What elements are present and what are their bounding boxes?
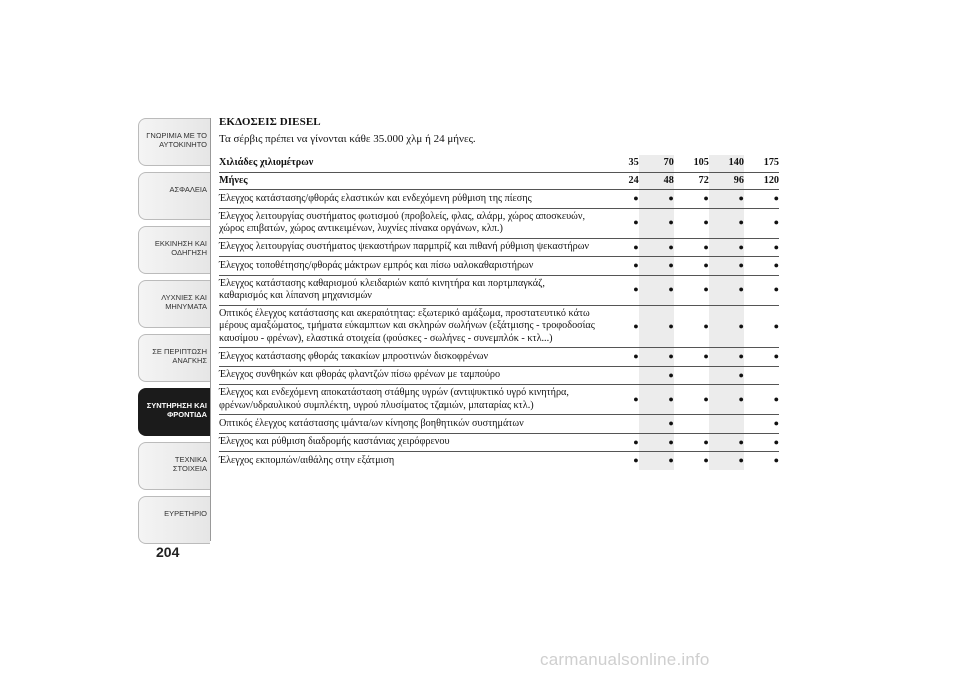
interval-cell (639, 433, 674, 452)
check-mark: ● (703, 351, 709, 361)
months-value: 96 (709, 172, 744, 190)
check-mark: ● (703, 284, 709, 295)
check-mark: ● (773, 436, 779, 447)
interval-cell (744, 208, 779, 238)
check-description: Έλεγχος κατάστασης/φθοράς ελαστικών και ενδεχόμενη ρύθμιση της πίεσης (219, 190, 604, 209)
check-description: Έλεγχος λειτουργίας συστήματος ψεκαστήρων παρμπρίζ και πιθανή ρύθμιση ψεκαστήρων (219, 238, 604, 257)
chapter-tab[interactable]: ΑΣΦΑΛΕΙΑ (138, 172, 210, 220)
interval-cell (674, 305, 709, 348)
check-mark: ● (633, 351, 639, 361)
interval-cell (639, 208, 674, 238)
check-mark: ● (773, 260, 779, 270)
interval-cell (674, 275, 709, 305)
intro-text: Τα σέρβις πρέπει να γίνονται κάθε 35.000 χλμ ή 24 μήνες. (219, 133, 476, 145)
interval-cell (639, 257, 674, 276)
chapter-tab[interactable]: ΣΕ ΠΕΡΙΠΤΩΣΗ ΑΝΑΓΚΗΣ (138, 334, 210, 382)
interval-cell (604, 433, 639, 452)
check-mark: ● (633, 217, 639, 228)
table-row (219, 190, 779, 209)
chapter-tab[interactable]: ΕΚΚΙΝΗΣΗ ΚΑΙ ΟΔΗΓΗΣΗ (138, 226, 210, 274)
chapter-tab[interactable]: ΛΥΧΝΙΕΣ ΚΑΙ ΜΗΝΥΜΑΤΑ (138, 280, 210, 328)
interval-cell (744, 385, 779, 415)
interval-cell (674, 257, 709, 276)
km-label: Χιλιάδες χιλιομέτρων (219, 157, 314, 168)
check-mark: ● (738, 260, 744, 270)
interval-cell (639, 305, 674, 348)
check-mark: ● (703, 260, 709, 270)
table-row (219, 385, 779, 415)
interval-cell (744, 238, 779, 257)
interval-cell (604, 415, 639, 434)
interval-cell (744, 348, 779, 367)
section-heading: ΕΚΔΟΣΕΙΣ DIESEL (219, 116, 321, 128)
interval-cell (674, 385, 709, 415)
interval-cell (604, 305, 639, 348)
check-mark: ● (738, 369, 744, 380)
table-row (219, 415, 779, 434)
interval-cell (604, 190, 639, 209)
check-mark: ● (703, 455, 709, 465)
km-header-row (219, 155, 779, 172)
check-description: Έλεγχος λειτουργίας συστήματος φωτισμού (προβολείς, φλας, αλάρμ, χώρος αποσκευών, χώρος επιβατών, χώρος αντικειμένων, λυχνίες πίνακα οργάνων, κλπ.) (219, 208, 604, 238)
interval-cell (674, 238, 709, 257)
interval-cell (639, 366, 674, 385)
interval-cell (709, 275, 744, 305)
interval-cell (639, 348, 674, 367)
check-mark: ● (633, 284, 639, 295)
interval-cell (639, 238, 674, 257)
check-mark: ● (668, 260, 674, 270)
table-row (219, 208, 779, 238)
check-mark: ● (668, 193, 674, 203)
check-mark: ● (668, 217, 674, 228)
interval-cell (744, 275, 779, 305)
interval-cell (744, 305, 779, 348)
interval-cell (639, 275, 674, 305)
interval-cell (639, 452, 674, 470)
check-mark: ● (738, 241, 744, 252)
table-row (219, 452, 779, 470)
chapter-tab[interactable]: ΓΝΩΡΙΜΙΑ ΜΕ ΤΟ ΑΥΤΟΚΙΝΗΤΟ (138, 118, 210, 166)
interval-cell (709, 452, 744, 470)
months-header-row (219, 172, 779, 190)
check-mark: ● (668, 241, 674, 252)
check-mark: ● (738, 284, 744, 295)
check-mark: ● (633, 241, 639, 252)
interval-cell (639, 415, 674, 434)
chapter-tab[interactable]: ΤΕΧΝΙΚΑ ΣΤΟΙΧΕΙΑ (138, 442, 210, 490)
interval-cell (709, 208, 744, 238)
interval-cell (674, 433, 709, 452)
check-mark: ● (773, 193, 779, 203)
check-description: Έλεγχος εκπομπών/αιθάλης στην εξάτμιση (219, 452, 604, 470)
check-mark: ● (633, 193, 639, 203)
check-mark: ● (668, 320, 674, 331)
check-mark: ● (668, 436, 674, 447)
interval-cell (709, 433, 744, 452)
check-description: Έλεγχος κατάστασης φθοράς τακακίων μπροστινών δισκοφρένων (219, 348, 604, 367)
check-mark: ● (633, 455, 639, 465)
interval-cell (709, 238, 744, 257)
chapter-sidebar (138, 118, 211, 541)
check-mark: ● (703, 393, 709, 404)
interval-cell (744, 190, 779, 209)
chapter-tab[interactable]: ΣΥΝΤΗΡΗΣΗ ΚΑΙ ΦΡΟΝΤΙΔΑ (138, 388, 210, 436)
table-row (219, 275, 779, 305)
interval-cell (604, 275, 639, 305)
check-description: Οπτικός έλεγχος κατάστασης ιμάντα/ων κίνησης βοηθητικών συστημάτων (219, 415, 604, 434)
km-value: 175 (763, 157, 779, 168)
interval-cell (604, 385, 639, 415)
chapter-tab[interactable]: ΕΥΡΕΤΗΡΙΟ (138, 496, 210, 544)
check-mark: ● (773, 284, 779, 295)
check-mark: ● (738, 320, 744, 331)
check-mark: ● (773, 217, 779, 228)
table-row (219, 433, 779, 452)
check-description: Έλεγχος τοποθέτησης/φθοράς μάκτρων εμπρός και πίσω υαλοκαθαριστήρων (219, 257, 604, 276)
interval-cell (709, 415, 744, 434)
km-value: 105 (693, 157, 709, 168)
interval-cell (604, 366, 639, 385)
check-description: Έλεγχος κατάστασης καθαρισμού κλειδαριών καπό κινητήρα και πορτμπαγκάζ, καθαρισμός και λίπανση μηχανισμών (219, 275, 604, 305)
check-description: Έλεγχος και ενδεχόμενη αποκατάσταση στάθμης υγρών (αντιψυκτικό υγρό κινητήρα, φρένων/υδραυλικού συμπλέκτη, υγρού πλυσίματος τζαμιών, μπαταρίας κτλ.) (219, 385, 604, 415)
interval-cell (744, 415, 779, 434)
interval-cell (709, 257, 744, 276)
check-mark: ● (738, 351, 744, 361)
table-row (219, 238, 779, 257)
interval-cell (744, 452, 779, 470)
interval-cell (604, 452, 639, 470)
check-mark: ● (633, 320, 639, 331)
check-mark: ● (703, 217, 709, 228)
km-value: 140 (709, 155, 744, 172)
maintenance-schedule-table (219, 155, 779, 470)
km-value: 35 (628, 157, 639, 168)
interval-cell (709, 385, 744, 415)
km-value: 70 (639, 155, 674, 172)
interval-cell (604, 208, 639, 238)
check-mark: ● (773, 320, 779, 331)
interval-cell (604, 257, 639, 276)
check-mark: ● (773, 418, 779, 428)
check-mark: ● (668, 455, 674, 465)
interval-cell (604, 348, 639, 367)
watermark-footer: carmanualsonline.info (540, 650, 710, 669)
check-description: Έλεγχος συνθηκών και φθοράς φλαντζών πίσω φρένων με ταμπούρο (219, 366, 604, 385)
table-row (219, 366, 779, 385)
interval-cell (709, 366, 744, 385)
interval-cell (674, 415, 709, 434)
check-mark: ● (738, 193, 744, 203)
check-description: Έλεγχος και ρύθμιση διαδρομής καστάνιας χειρόφρενου (219, 433, 604, 452)
interval-cell (674, 348, 709, 367)
check-mark: ● (668, 393, 674, 404)
interval-cell (709, 190, 744, 209)
check-mark: ● (738, 436, 744, 447)
check-mark: ● (738, 393, 744, 404)
interval-cell (744, 433, 779, 452)
interval-cell (639, 190, 674, 209)
interval-cell (709, 305, 744, 348)
check-mark: ● (668, 284, 674, 295)
check-mark: ● (668, 369, 674, 380)
check-mark: ● (773, 241, 779, 252)
check-description: Οπτικός έλεγχος κατάστασης και ακεραιότητας: εξωτερικό αμάξωμα, προστατευτικό κάτω μέρους αμαξώματος, τμήματα εύκαμπτων και σκληρών σωλήνων (εξάτμισης - τροφοδοσίας καυσίμου - φρένων), ελαστικά στοιχεία (φούσκες - σωλήνες - συνεμπλόκ - κτλ...) (219, 305, 604, 348)
check-mark: ● (668, 418, 674, 428)
check-mark: ● (703, 241, 709, 252)
interval-cell (639, 385, 674, 415)
interval-cell (674, 190, 709, 209)
check-mark: ● (703, 436, 709, 447)
table-row (219, 257, 779, 276)
months-value: 24 (604, 172, 639, 190)
interval-cell (744, 366, 779, 385)
months-value: 120 (744, 172, 779, 190)
check-mark: ● (633, 260, 639, 270)
check-mark: ● (703, 320, 709, 331)
check-mark: ● (773, 351, 779, 361)
interval-cell (709, 348, 744, 367)
interval-cell (674, 208, 709, 238)
check-mark: ● (633, 393, 639, 404)
interval-cell (604, 238, 639, 257)
page-number: 204 (156, 544, 180, 560)
check-mark: ● (633, 436, 639, 447)
interval-cell (674, 366, 709, 385)
check-mark: ● (738, 217, 744, 228)
interval-cell (674, 452, 709, 470)
table-row (219, 305, 779, 348)
check-mark: ● (773, 393, 779, 404)
check-mark: ● (738, 455, 744, 465)
months-value: 48 (639, 172, 674, 190)
table-row (219, 348, 779, 367)
months-value: 72 (674, 172, 709, 190)
months-label: Μήνες (219, 172, 604, 190)
check-mark: ● (668, 351, 674, 361)
check-mark: ● (773, 455, 779, 465)
interval-cell (744, 257, 779, 276)
check-mark: ● (703, 193, 709, 203)
